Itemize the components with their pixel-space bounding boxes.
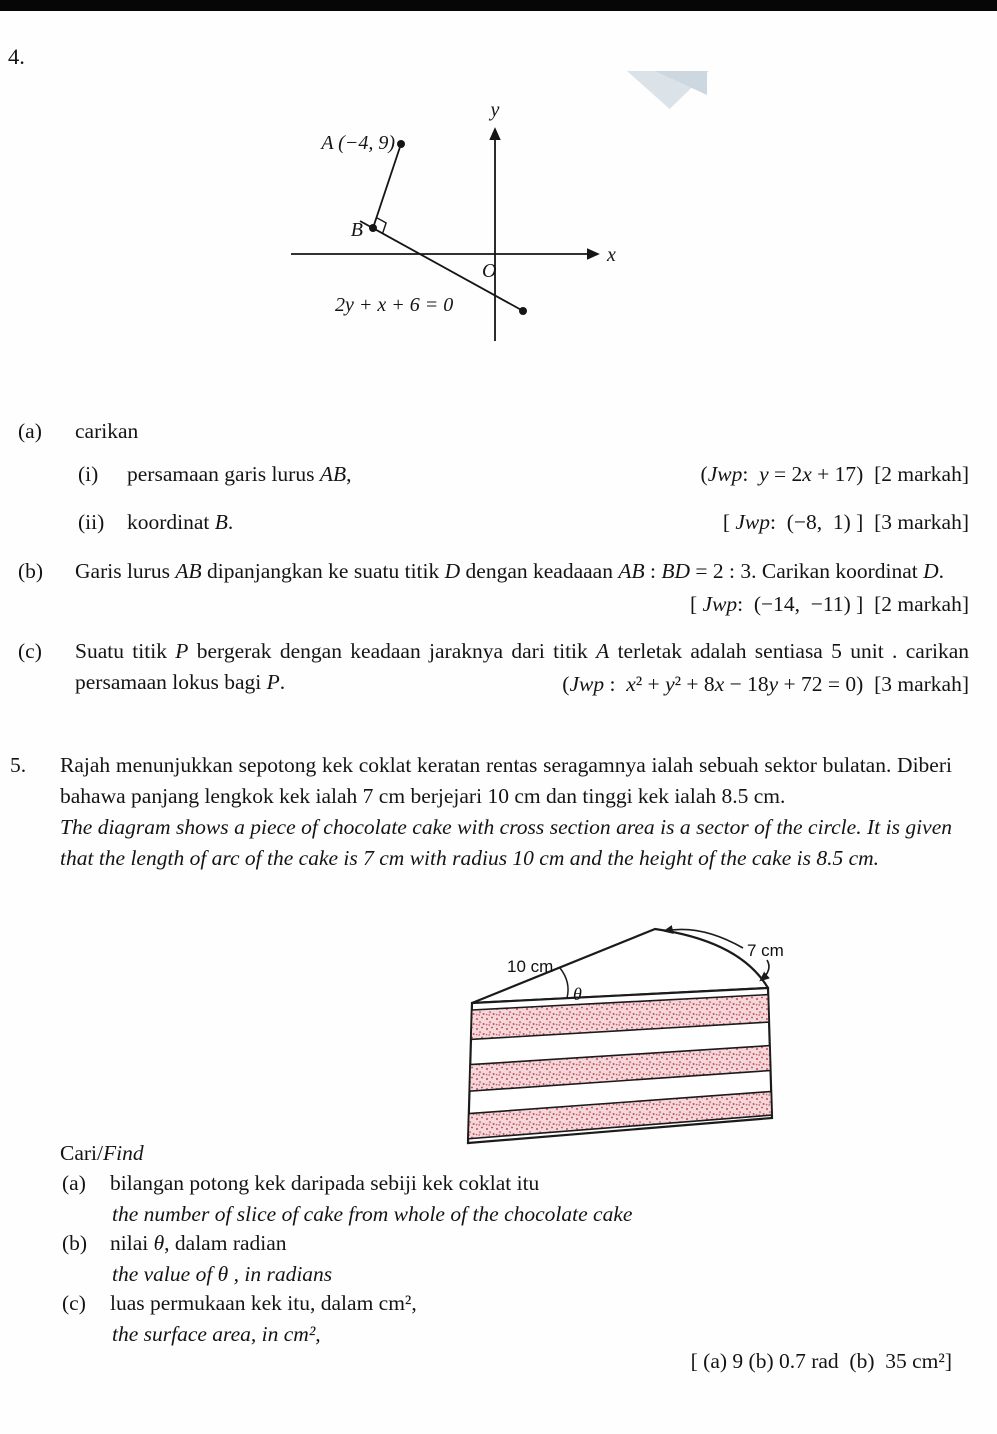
arc-length-arrow-small xyxy=(761,960,769,980)
origin-label: O xyxy=(482,260,497,282)
q4-part-a-ii xyxy=(78,507,969,539)
q5-item-a-label: (a) xyxy=(62,1171,86,1195)
line-equation-label: 2y + x + 6 = 0 xyxy=(335,294,454,316)
point-b-label: B xyxy=(350,219,363,241)
q4-part-b xyxy=(18,556,969,620)
q4-a-i-answer: (Jwp: y = 2x + 17) [2 markah] xyxy=(700,462,969,486)
radius-label: 10 cm xyxy=(507,957,554,976)
y-axis-label: y xyxy=(490,99,500,121)
point-a-label: A (−4, 9) xyxy=(321,132,395,154)
q5-item-b-english: the value of θ , in radians xyxy=(112,1262,333,1286)
point-b-dot xyxy=(369,224,377,232)
q4-a-ii-label: (ii) xyxy=(78,510,105,534)
q5-item-c-english: the surface area, in cm², xyxy=(112,1322,321,1346)
theta-label: θ xyxy=(573,984,582,1004)
q4-a-i-text: persamaan garis lurus AB, xyxy=(127,462,352,486)
q5-item-b-label: (b) xyxy=(62,1231,88,1255)
scan-top-bar xyxy=(0,0,997,11)
q4-number: 4. xyxy=(8,44,25,69)
q4-a-ii-answer: [ Jwp: (−8, 1) ] [3 markah] xyxy=(722,510,969,534)
q5-text-english: The diagram shows a piece of chocolate cake with cross section area is a sector of the circle. It is given that the length of arc of the cake is 7 cm with radius 10 cm and the height of the cake is 8.5 cm. xyxy=(60,815,952,870)
q5-item-a-malay: bilangan potong kek daripada sebiji kek coklat itu xyxy=(110,1171,540,1195)
q4-c-text: Suatu titik P bergerak dengan keadaan jaraknya dari titik A terletak adalah sentiasa 5 unit . carikan persamaan lokus bagi P. xyxy=(75,639,969,694)
q4-a-label: (a) xyxy=(18,419,42,443)
q5-text-malay: Rajah menunjukkan sepotong kek coklat keratan rentas seragamnya ialah sebuah sektor bulatan. Diberi bahawa panjang lengkok kek ialah 7 cm berjejari 10 cm dan tinggi kek ialah 8.5 cm. xyxy=(60,753,952,808)
q4-a-intro: carikan xyxy=(75,419,139,443)
q5-item-a-english: the number of slice of cake from whole of the chocolate cake xyxy=(112,1202,633,1226)
q4-part-c xyxy=(18,636,969,700)
q5-find-item-c xyxy=(62,1288,952,1350)
x-axis-label: x xyxy=(607,244,616,266)
q4-c-answer: (Jwp : x² + y² + 8x − 18y + 72 = 0) [3 markah] xyxy=(562,672,969,696)
q5-find-item-b xyxy=(62,1228,952,1290)
arc-length-label: 7 cm xyxy=(747,941,784,960)
q5-number: 5. xyxy=(10,753,27,777)
q5-find-item-a xyxy=(62,1168,952,1230)
q4-c-label: (c) xyxy=(18,639,42,663)
q4-b-answer: [ Jwp: (−14, −11) ] [2 markah] xyxy=(689,592,969,616)
q5-item-b-malay: nilai θ, dalam radian xyxy=(110,1231,287,1255)
point-a-dot xyxy=(397,140,405,148)
q4-a-i-label: (i) xyxy=(78,462,99,486)
segment-ab xyxy=(373,144,401,228)
q4-coordinate-diagram xyxy=(283,96,623,354)
q5-item-c-malay: luas permukaan kek itu, dalam cm², xyxy=(110,1291,417,1315)
line-end-dot xyxy=(519,307,527,315)
q4-b-text: Garis lurus AB dipanjangkan ke suatu titik D dengan keadaaan AB : BD = 2 : 3. Carikan koordinat D. xyxy=(75,559,945,583)
q5-item-c-label: (c) xyxy=(62,1291,86,1315)
q4-part-a-i xyxy=(78,459,969,491)
q4-a-ii-text: koordinat B. xyxy=(127,510,234,534)
q5-cake-diagram xyxy=(455,906,805,1154)
q4-b-label: (b) xyxy=(18,559,44,583)
q5-find-heading: Cari/Find xyxy=(60,1141,144,1165)
q5-block xyxy=(10,750,952,874)
q4-part-a xyxy=(18,416,967,448)
q5-final-answer: [ (a) 9 (b) 0.7 rad (b) 35 cm²] xyxy=(690,1349,952,1373)
